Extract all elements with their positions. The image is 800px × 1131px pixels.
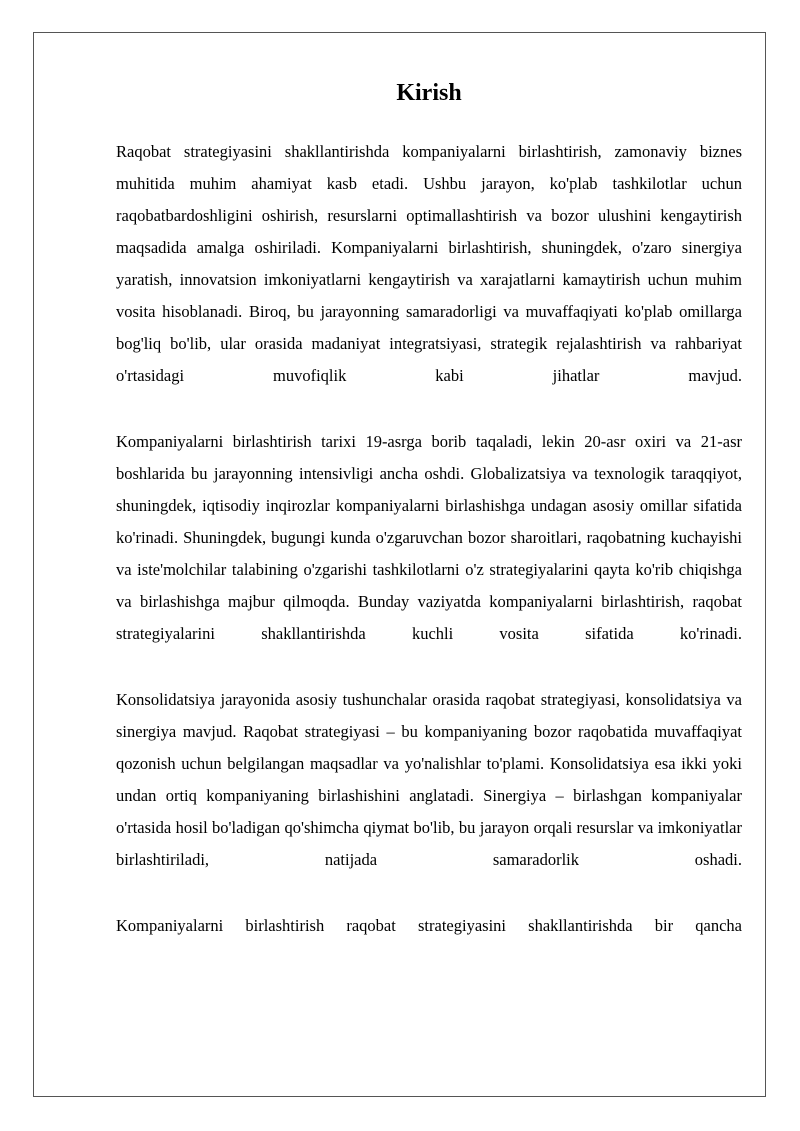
paragraph-4: Kompaniyalarni birlashtirish raqobat strategiyasini shakllantirishda bir qancha (116, 916, 742, 935)
document-body (116, 76, 742, 942)
document-title: Kirish (396, 80, 462, 106)
paragraph-2: Kompaniyalarni birlashtirish tarixi 19-asrga borib taqaladi, lekin 20-asr oxiri va 21-asr boshlarida bu jarayonning intensivligi ancha oshdi. Globalizatsiya va texnologik taraqqiyot, shuningdek, iqtisodiy inqirozlar kompaniyalarni birlashishga undagan asosiy omillar sifatida ko'rinadi. Shuningdek, bugungi kunda o'zgaruvchan bozor sharoitlari, raqobatning kuchayishi va iste'molchilar talabining o'zgarishi tashkilotlarni o'z strategiyalarini qayta ko'rib chiqishga va birlashishga majbur qilmoqda. Bunday vaziyatda kompaniyalarni birlashtirish, raqobat strategiyalarini shakllantirishda kuchli vosita sifatida ko'rinadi. (116, 432, 742, 643)
paragraph-3: Konsolidatsiya jarayonida asosiy tushunchalar orasida raqobat strategiyasi, konsolidatsiya va sinergiya mavjud. Raqobat strategiyasi – bu kompaniyaning bozor raqobatida muvaffaqiyat qozonish uchun belgilangan maqsadlar va yo'nalishlar to'plami. Konsolidatsiya esa ikki yoki undan ortiq kompaniyaning birlashishini anglatadi. Sinergiya – birlashgan kompaniyalar o'rtasida hosil bo'ladigan qo'shimcha qiymat bo'lib, bu jarayon orqali resurslar va imkoniyatlar birlashtiriladi, natijada samaradorlik oshadi. (116, 690, 742, 869)
paragraph-1: Raqobat strategiyasini shakllantirishda kompaniyalarni birlashtirish, zamonaviy biznes muhitida muhim ahamiyat kasb etadi. Ushbu jarayon, ko'plab tashkilotlar uchun raqobatbardoshligini oshirish, resurslarni optimallashtirish va bozor ulushini kengaytirish maqsadida amalga oshiriladi. Kompaniyalarni birlashtirish, shuningdek, o'zaro sinergiya yaratish, innovatsion imkoniyatlarni kengaytirish va xarajatlarni kamaytirish uchun muhim vosita hisoblanadi. Biroq, bu jarayonning samaradorligi va muvaffaqiyati ko'plab omillarga bog'liq bo'lib, ular orasida madaniyat integratsiyasi, strategik rejalashtirish va rahbariyat o'rtasidagi muvofiqlik kabi jihatlar mavjud. (116, 142, 742, 385)
